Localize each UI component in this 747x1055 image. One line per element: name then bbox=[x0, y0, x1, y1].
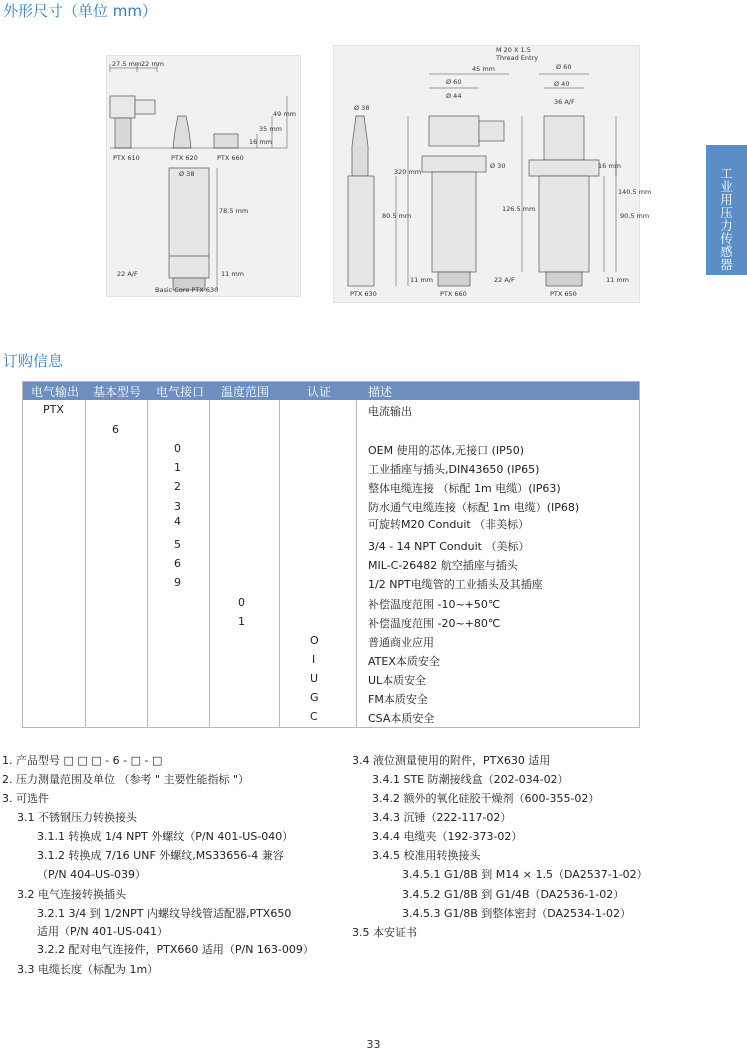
dim-label: 11 mm bbox=[606, 276, 630, 284]
desc: UL本质安全 bbox=[368, 674, 427, 687]
desc: 可旋转M20 Conduit （非美标） bbox=[368, 518, 530, 531]
desc: 整体电缆连接 （标配 1m 电缆）(IP63) bbox=[368, 482, 561, 495]
dim-label: 36 A/F bbox=[554, 98, 575, 106]
note-line: 3.1 不锈钢压力转换接头 bbox=[17, 811, 137, 824]
header-description: 描述 bbox=[368, 385, 393, 399]
code-conn: 3 bbox=[174, 500, 181, 513]
note-line: 2. 压力测量范围及单位 （参考 " 主要性能指标 "） bbox=[2, 773, 250, 786]
code-cert: O bbox=[310, 634, 319, 647]
dim-label: 90.5 mm bbox=[620, 212, 650, 220]
code-temp: 0 bbox=[238, 596, 245, 609]
dim-label: 11 mm bbox=[221, 270, 245, 278]
side-tab-label: 工业用压力传感器 bbox=[720, 166, 733, 272]
code-conn: 4 bbox=[174, 515, 181, 528]
code-cert: U bbox=[310, 672, 319, 685]
dim-label: 22 A/F bbox=[494, 276, 515, 284]
note-line: 3.4.2 额外的氧化硅胶干燥剂（600-355-02） bbox=[372, 792, 600, 805]
page-number: 33 bbox=[366, 1038, 381, 1051]
desc: 工业插座与插头,DIN43650 (IP65) bbox=[368, 463, 540, 476]
note-line: 3.3 电缆长度（标配为 1m） bbox=[17, 963, 159, 976]
order-table bbox=[22, 381, 640, 728]
code-cert: C bbox=[310, 710, 318, 723]
dim-label: 27.5 mm bbox=[112, 60, 142, 68]
header-electrical-output: 电气输出 bbox=[30, 385, 79, 399]
dim-label: Ø 38 bbox=[354, 104, 370, 112]
code-conn: 0 bbox=[174, 442, 181, 455]
code-cert: G bbox=[310, 691, 319, 704]
dim-label: PTX 620 bbox=[171, 154, 198, 162]
dim-label: 140.5 mm bbox=[618, 188, 652, 196]
note-line: 1. 产品型号 □ □ □ - 6 - □ - □ bbox=[2, 754, 163, 767]
desc: MIL-C-26482 航空插座与插头 bbox=[368, 559, 518, 572]
dim-label: 78.5 mm bbox=[219, 207, 249, 215]
code-conn: 6 bbox=[174, 557, 181, 570]
note-line: 3.4 液位测量使用的附件，PTX630 适用 bbox=[352, 754, 551, 767]
dim-label: Thread Entry bbox=[496, 54, 539, 62]
dim-label: Basic Core PTX 630 bbox=[155, 286, 219, 294]
dim-label: 22 mm bbox=[141, 60, 165, 68]
desc: 防水通气电缆连接（标配 1m 电缆）(IP68) bbox=[368, 501, 580, 514]
dim-label: 16 mm bbox=[249, 138, 273, 146]
dim-label: 80.5 mm bbox=[382, 212, 412, 220]
code-conn: 5 bbox=[174, 538, 181, 551]
note-line: 3.4.4 电缆夹（192-373-02） bbox=[372, 830, 523, 843]
note-line: 3.5 本安证书 bbox=[352, 926, 417, 939]
dim-label: Ø 40 bbox=[554, 80, 570, 88]
note-line: 3.1.2 转换成 7/16 UNF 外螺纹,MS33656-4 兼容 bbox=[37, 849, 284, 862]
note-line: 3.4.5.2 G1/8B 到 G1/4B（DA2536-1-02） bbox=[402, 888, 625, 901]
desc: ATEX本质安全 bbox=[368, 655, 440, 668]
dim-label: Ø 30 bbox=[490, 162, 506, 170]
note-line: 3.4.5.3 G1/8B 到整体密封（DA2534-1-02） bbox=[402, 907, 631, 920]
code-base: 6 bbox=[112, 423, 119, 436]
desc: 补偿温度范围 -10~+50℃ bbox=[368, 598, 501, 611]
code-conn: 9 bbox=[174, 576, 181, 589]
desc: OEM 使用的芯体,无接口 (IP50) bbox=[368, 444, 525, 457]
code-temp: 1 bbox=[238, 615, 245, 628]
dim-label: Ø 60 bbox=[446, 78, 462, 86]
dim-label: PTX 650 bbox=[550, 290, 577, 298]
dim-label: Ø 38 bbox=[179, 170, 195, 178]
desc: 电流输出 bbox=[368, 405, 412, 418]
dim-label: 320 mm bbox=[394, 168, 422, 176]
note-line: 3.4.1 STE 防潮接线盒（202-034-02） bbox=[372, 773, 569, 786]
note-line: 3. 可选件 bbox=[2, 792, 49, 805]
dim-label: PTX 630 bbox=[350, 290, 377, 298]
dim-label: 45 mm bbox=[472, 65, 496, 73]
note-line: 3.4.5.1 G1/8B 到 M14 × 1.5（DA2537-1-02） bbox=[402, 868, 648, 881]
dim-label: 49 mm bbox=[273, 110, 297, 118]
note-line: （P/N 404-US-039） bbox=[37, 868, 147, 881]
dimension-drawing-right bbox=[333, 45, 652, 303]
dim-label: 11 mm bbox=[410, 276, 434, 284]
dimensions-heading: 外形尺寸（单位 mm） bbox=[3, 2, 157, 20]
code-conn: 1 bbox=[174, 461, 181, 474]
header-electrical-connection: 电气接口 bbox=[155, 385, 204, 399]
dim-label: 16 mm bbox=[598, 162, 622, 170]
dim-label: M 20 X 1.5 bbox=[496, 46, 531, 54]
note-line: 3.2.1 3/4 到 1/2NPT 内螺纹导线管适配器,PTX650 bbox=[37, 907, 292, 920]
dim-label: 35 mm bbox=[259, 125, 283, 133]
desc: CSA本质安全 bbox=[368, 712, 435, 725]
note-line: 3.2.2 配对电气连接件，PTX660 适用（P/N 163-009） bbox=[37, 943, 314, 956]
order-heading: 订购信息 bbox=[3, 352, 64, 370]
note-line: 3.1.1 转换成 1/4 NPT 外螺纹（P/N 401-US-040） bbox=[37, 830, 294, 843]
code-conn: 2 bbox=[174, 480, 181, 493]
header-temperature-range: 温度范围 bbox=[220, 385, 269, 399]
code-ptx: PTX bbox=[43, 403, 64, 416]
dimension-drawing-left bbox=[106, 55, 301, 297]
dim-label: Ø 60 bbox=[556, 63, 572, 71]
dim-label: 126.5 mm bbox=[502, 205, 536, 213]
dim-label: PTX 610 bbox=[113, 154, 140, 162]
note-line: 3.4.3 沉锤（222-117-02） bbox=[372, 811, 512, 824]
note-line: 3.2 电气连接转换插头 bbox=[17, 888, 126, 901]
header-certification: 认证 bbox=[306, 385, 331, 399]
dim-label: PTX 660 bbox=[217, 154, 244, 162]
desc: 补偿温度范围 -20~+80℃ bbox=[368, 617, 501, 630]
header-base-model: 基本型号 bbox=[92, 385, 141, 399]
dim-label: Ø 44 bbox=[446, 92, 462, 100]
note-line: 适用（P/N 401-US-041） bbox=[37, 925, 169, 938]
desc: 普通商业应用 bbox=[368, 636, 434, 649]
side-tab bbox=[706, 145, 747, 275]
desc: FM本质安全 bbox=[368, 693, 428, 706]
desc: 1/2 NPT电缆管的工业插头及其插座 bbox=[368, 578, 543, 591]
note-line: 3.4.5 校准用转换接头 bbox=[372, 849, 481, 862]
dim-label: 22 A/F bbox=[117, 270, 138, 278]
code-cert: I bbox=[312, 653, 316, 666]
dim-label: PTX 660 bbox=[440, 290, 467, 298]
desc: 3/4 - 14 NPT Conduit （美标） bbox=[368, 540, 530, 553]
